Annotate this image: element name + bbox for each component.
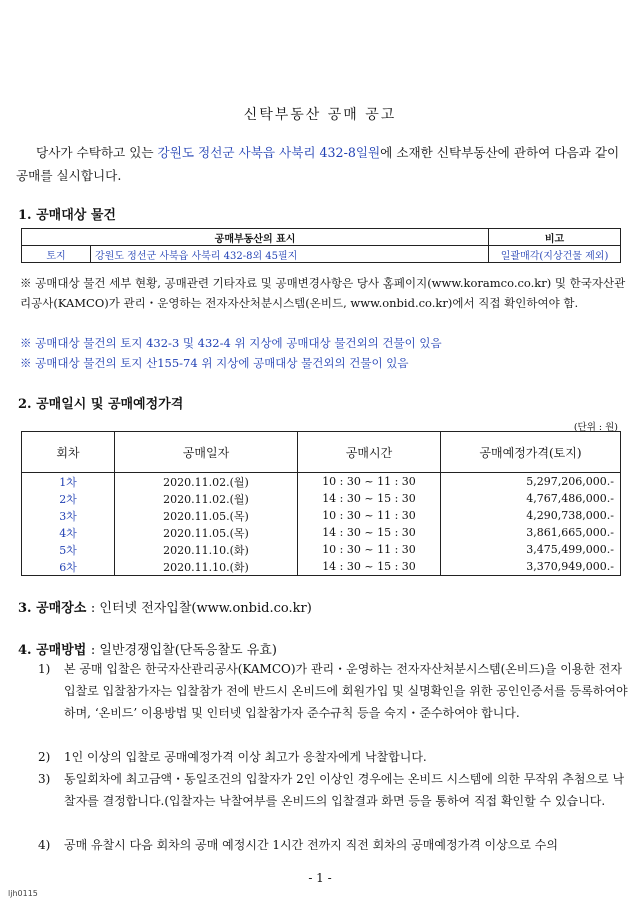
document-title: 신탁부동산 공매 공고 (243, 107, 397, 123)
schedule-row (22, 541, 621, 558)
item-number: 1) (38, 662, 51, 676)
property-table-row (22, 246, 621, 263)
section4-title: 4. 공매방법 (18, 643, 87, 658)
page-number: - 1 - (308, 871, 332, 885)
schedule-row (22, 507, 621, 524)
section1-heading: 1. 공매대상 물건 (18, 208, 116, 223)
price-cell: 3,370,949,000.- (441, 558, 621, 576)
section4-value: : 일반경쟁입찰(단독응찰도 유효) (90, 643, 277, 658)
method-item-3 (38, 768, 632, 812)
item-text: 공매 유찰시 다음 회차의 공매 예정시간 1시간 전까지 직전 회차의 공매예정가격 이상으로 수의 (64, 838, 558, 852)
time-cell: 14 : 30 ~ 15 : 30 (298, 558, 441, 576)
property-type: 토지 (22, 246, 91, 263)
date-cell: 2020.11.05.(목) (115, 507, 298, 524)
item-number: 2) (38, 750, 51, 764)
time-cell: 10 : 30 ~ 11 : 30 (298, 541, 441, 558)
round-cell: 2차 (22, 490, 115, 507)
round-cell: 6차 (22, 558, 115, 576)
round-cell: 4차 (22, 524, 115, 541)
schedule-header-row (22, 432, 621, 473)
item-text: 동일회차에 최고금액・동일조건의 입찰자가 2인 이상인 경우에는 온비드 시스템에 의한 무작위 추첨으로 낙찰자를 결정합니다.(입찰자는 낙찰여부를 온비드의 입찰결과 화면 등을 통하여 직접 확인할 수 있습니다. (64, 772, 625, 808)
col-price: 공매예정가격(토지) (441, 432, 621, 473)
col-time: 공매시간 (298, 432, 441, 473)
time-cell: 10 : 30 ~ 11 : 30 (298, 473, 441, 491)
property-table-header-display: 공매부동산의 표시 (22, 229, 489, 246)
intro-location: 강원도 정선군 사북읍 사북리 432-8일원 (157, 145, 381, 160)
section3-title: 3. 공매장소 (18, 601, 87, 616)
property-table-header-note: 비고 (489, 229, 621, 246)
price-cell: 3,861,665,000.- (441, 524, 621, 541)
date-cell: 2020.11.02.(월) (115, 490, 298, 507)
col-round: 회차 (22, 432, 115, 473)
note-1: ※ 공매대상 물건 세부 현황, 공매관련 기타자료 및 공매변경사항은 당사 홈페이지(www.koramco.co.kr) 및 한국자산관리공사(KAMCO)가 관리・운영하는 전자자산처분시스템(온비드, www.onbid.co.kr)에서 직접 확인하여야 함. (20, 276, 626, 310)
item-text: 본 공매 입찰은 한국자산관리공사(KAMCO)가 관리・운영하는 전자자산처분시스템(온비드)을 이용한 전자입찰로 입찰참가자는 입찰참가 전에 반드시 온비드에 회원가입 및 실명확인을 위한 공인인증서를 등록하여야 하며, ‘온비드’ 이용방법 및 인터넷 입찰참가자 준수규칙 등을 숙지・준수하여야 합니다. (64, 662, 628, 720)
note-2: ※ 공매대상 물건의 토지 432-3 및 432-4 위 지상에 공매대상 물건외의 건물이 있음 (20, 336, 442, 350)
section2-heading: 2. 공매일시 및 공매예정가격 (18, 397, 184, 412)
item-number: 4) (38, 838, 51, 852)
col-date: 공매일자 (115, 432, 298, 473)
round-cell: 1차 (22, 473, 115, 491)
time-cell: 10 : 30 ~ 11 : 30 (298, 507, 441, 524)
schedule-row (22, 473, 621, 491)
time-cell: 14 : 30 ~ 15 : 30 (298, 524, 441, 541)
date-cell: 2020.11.10.(화) (115, 558, 298, 576)
schedule-row (22, 490, 621, 507)
date-cell: 2020.11.05.(목) (115, 524, 298, 541)
schedule-row (22, 524, 621, 541)
price-cell: 4,767,486,000.- (441, 490, 621, 507)
method-item-1 (38, 658, 632, 724)
section3-value: : 인터넷 전자입찰(www.onbid.co.kr) (90, 601, 312, 616)
property-address: 강원도 정선군 사북읍 사북리 432-8외 45필지 (91, 246, 489, 263)
round-cell: 3차 (22, 507, 115, 524)
round-cell: 5차 (22, 541, 115, 558)
note-3: ※ 공매대상 물건의 토지 산155-74 위 지상에 공매대상 물건외의 건물이 있음 (20, 356, 409, 370)
unit-label: (단위 : 원) (573, 422, 618, 433)
property-note: 일괄매각(지상건물 제외) (489, 246, 621, 263)
document-code: ljh0115 (8, 889, 38, 898)
method-item-4 (38, 834, 632, 856)
item-number: 3) (38, 772, 51, 786)
intro-pre: 당사가 수탁하고 있는 (36, 145, 158, 160)
auction-schedule-table (21, 431, 621, 576)
date-cell: 2020.11.10.(화) (115, 541, 298, 558)
method-item-2 (38, 746, 632, 768)
item-text: 1인 이상의 입찰로 공매예정가격 이상 최고가 응찰자에게 낙찰합니다. (64, 750, 427, 764)
price-cell: 3,475,499,000.- (441, 541, 621, 558)
property-table (21, 228, 621, 263)
price-cell: 4,290,738,000.- (441, 507, 621, 524)
section4-heading (18, 639, 277, 658)
schedule-row (22, 558, 621, 576)
intro-post: 에 소재한 신탁부동산에 관하여 다음과 같이 공매를 실시합니다. (16, 145, 620, 183)
date-cell: 2020.11.02.(월) (115, 473, 298, 491)
intro-paragraph (16, 141, 628, 187)
section3-heading (18, 597, 312, 616)
price-cell: 5,297,206,000.- (441, 473, 621, 491)
time-cell: 14 : 30 ~ 15 : 30 (298, 490, 441, 507)
